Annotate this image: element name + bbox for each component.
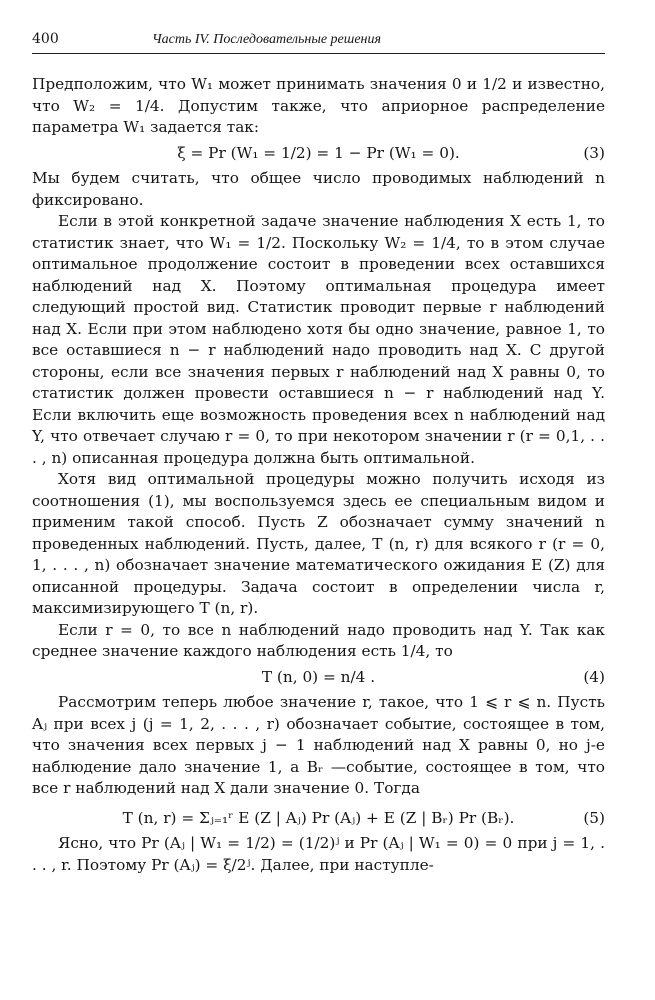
equation-3-body: ξ = Pr (W₁ = 1/2) = 1 − Pr (W₁ = 0). bbox=[177, 143, 460, 162]
running-title: Часть IV. Последовательные решения bbox=[152, 32, 381, 47]
equation-5 bbox=[32, 808, 605, 830]
running-header bbox=[32, 30, 605, 54]
paragraph-procedure-form: Хотя вид оптимальной процедуры можно получить исходя из соотношения (1), мы воспользуемся здесь ее специальным видом и применим такой способ. Пусть Z обозначает сумму значений n проведенных наблюдений. Пусть, далее, T (n, r) для всякого r (r = 0, 1, . . . , n) обозначает значение математического ожидания E (Z) для описанной процедуры. Задача состоит в определении числа r, максимизирующего T (n, r). bbox=[32, 470, 605, 617]
paragraph-events: Рассмотрим теперь любое значение r, такое, что 1 ⩽ r ⩽ n. Пусть Aⱼ при всех j (j = 1, 2, . . . , r) обозначает событие, состоящее в том, что значения всех первых j − 1 наблюдений над X равны 0, но j-е наблюдение дало значение 1, а Bᵣ —событие, состоящее в том, что все r наблюдений над X дали значение 0. Тогда bbox=[32, 693, 605, 797]
paragraph-prior: Предположим, что W₁ может принимать значения 0 и 1/2 и известно, что W₂ = 1/4. Допустим также, что априорное распределение параметра W₁ задается так: bbox=[32, 75, 605, 136]
equation-3-number: (3) bbox=[583, 143, 605, 162]
equation-3 bbox=[32, 143, 605, 165]
paragraph-optimal-continuation: Если в этой конкретной задаче значение наблюдения X есть 1, то статистик знает, что W₁ = 1/2. Поскольку W₂ = 1/4, то в этом случае оптимальное продолжение состоит в проведении всех оставшихся наблюдений над X. Поэтому оптимальная процедура имеет следующий простой вид. Статистик проводит первые r наблюдений над X. Если при этом наблюдено хотя бы одно значение, равное 1, то все оставшиеся n − r наблюдений надо проводить над X. С другой стороны, если все значения первых r наблюдений над X равны 0, то статистик должен провести оставшиеся n − r наблюдений над Y. Если включить еще возможность проведения всех n наблюдений над Y, что отвечает случаю r = 0, то при некотором значении r (r = 0,1, . . . , n) описанная процедура должна быть оптимальной. bbox=[32, 212, 605, 467]
paragraph-fixed-n: Мы будем считать, что общее число проводимых наблюдений n фиксировано. bbox=[32, 169, 605, 209]
body-text bbox=[32, 74, 605, 876]
equation-5-number: (5) bbox=[583, 808, 605, 827]
book-page bbox=[32, 30, 605, 876]
paragraph-case-r-zero: Если r = 0, то все n наблюдений надо проводить над Y. Так как среднее значение каждого наблюдения есть 1/4, то bbox=[32, 620, 605, 660]
equation-4 bbox=[32, 667, 605, 689]
equation-5-body: T (n, r) = Σⱼ₌₁ʳ E (Z | Aⱼ) Pr (Aⱼ) + E (Z | Bᵣ) Pr (Bᵣ). bbox=[122, 808, 515, 827]
page-number: 400 bbox=[32, 31, 59, 47]
equation-4-number: (4) bbox=[583, 667, 605, 686]
paragraph-probabilities: Ясно, что Pr (Aⱼ | W₁ = 1/2) = (1/2)ʲ и Pr (Aⱼ | W₁ = 0) = 0 при j = 1, . . . , r. Поэтому Pr (Aⱼ) = ξ/2ʲ. Далее, при наступле- bbox=[32, 834, 605, 874]
equation-4-body: T (n, 0) = n/4 . bbox=[261, 667, 376, 686]
